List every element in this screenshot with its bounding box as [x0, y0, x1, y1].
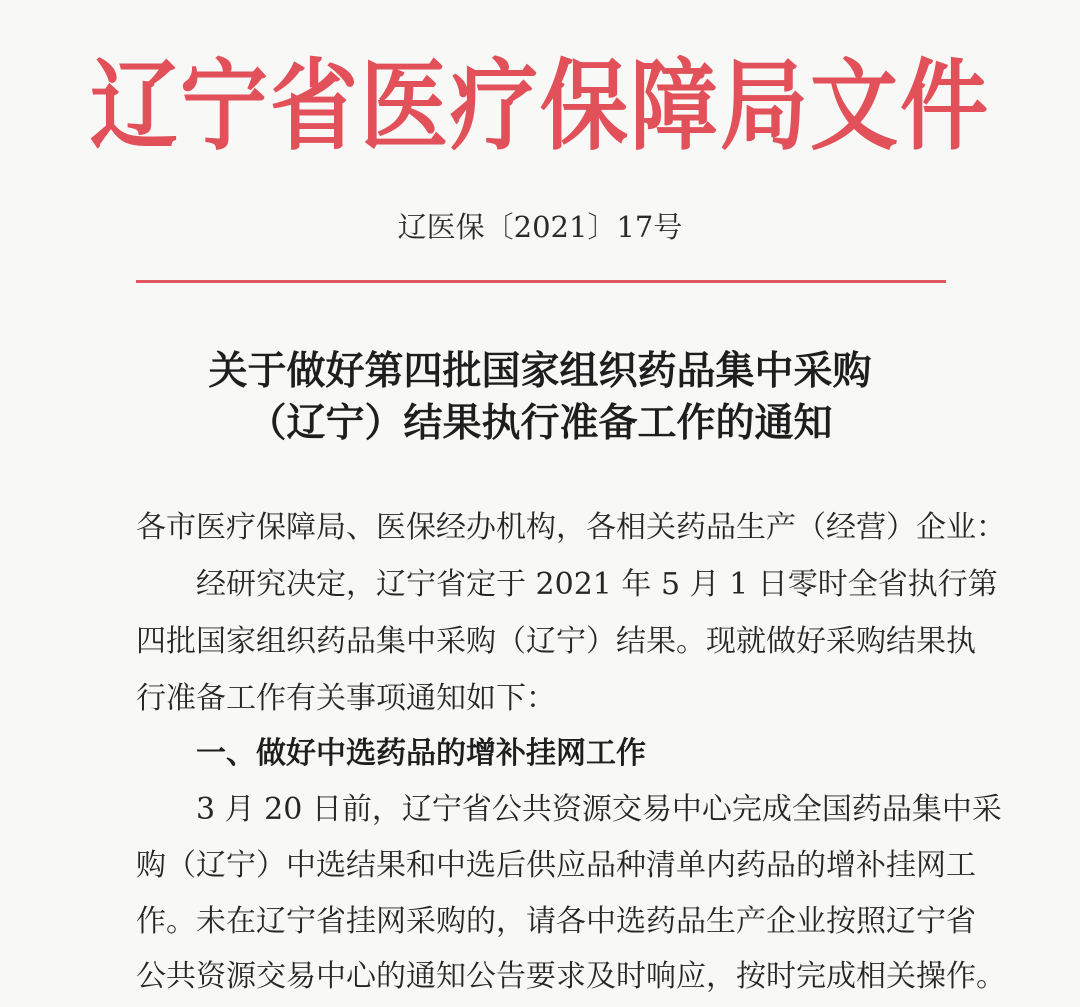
notice-title-line-2: （辽宁）结果执行准备工作的通知 [247, 401, 833, 446]
masthead-title: 辽宁省医疗保障局文件 [89, 46, 990, 164]
red-divider [136, 280, 946, 283]
section-1-heading: 一、做好中选药品的增补挂网工作 [196, 736, 646, 771]
paragraph-2-line-1: 3 月 20 日前，辽宁省公共资源交易中心完成全国药品集中采 [196, 792, 1002, 827]
paragraph-2-line-2: 购（辽宁）中选结果和中选后供应品种清单内药品的增补挂网工 [136, 848, 976, 883]
paragraph-1-line-3: 行准备工作有关事项通知如下： [136, 681, 556, 716]
paragraph-1-line-2: 四批国家组织药品集中采购（辽宁）结果。现就做好采购结果执 [136, 624, 976, 659]
document-number: 辽医保〔2021〕17号 [397, 210, 683, 244]
paragraph-2-line-3: 作。未在辽宁省挂网采购的，请各中选药品生产企业按照辽宁省 [136, 904, 976, 939]
addressee: 各市医疗保障局、医保经办机构，各相关药品生产（经营）企业： [136, 510, 1006, 545]
paragraph-1-line-1: 经研究决定，辽宁省定于 2021 年 5 月 1 日零时全省执行第 [196, 567, 998, 602]
paragraph-2-line-4: 公共资源交易中心的通知公告要求及时响应，按时完成相关操作。 [136, 959, 1006, 994]
notice-title-line-1: 关于做好第四批国家组织药品集中采购 [208, 349, 872, 394]
